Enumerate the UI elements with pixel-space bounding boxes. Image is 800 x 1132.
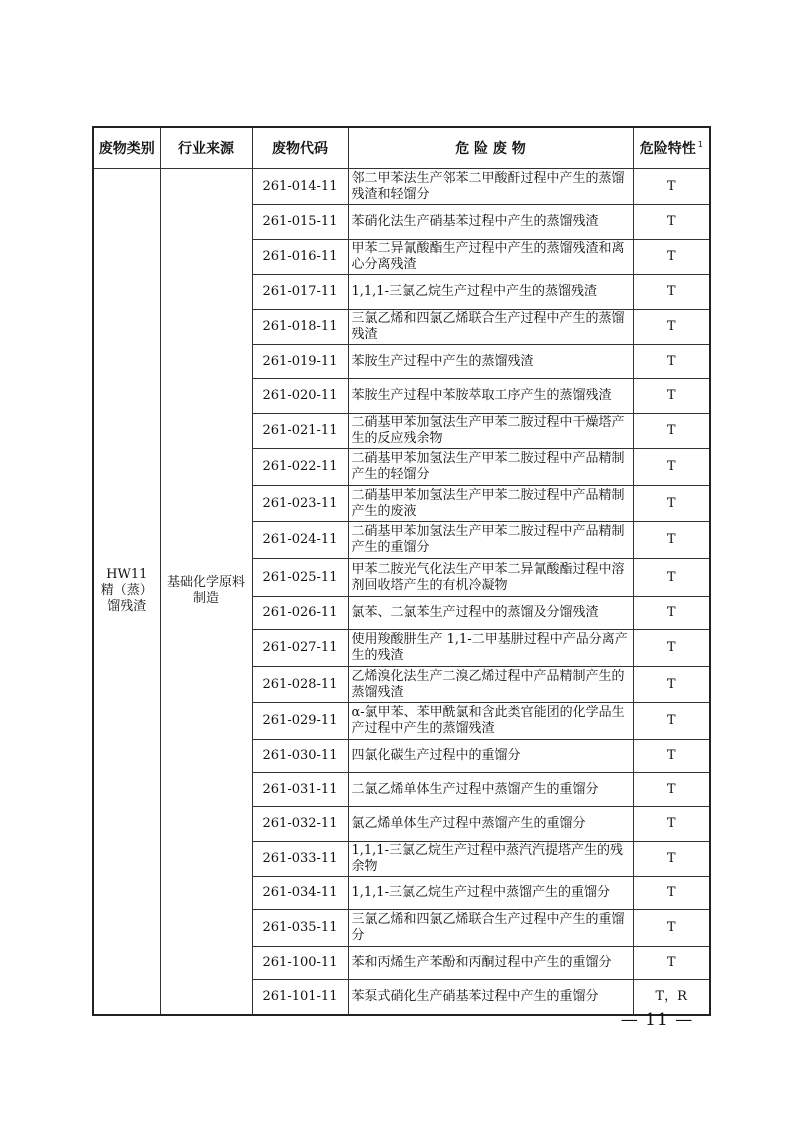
- waste-code: 261-021-11: [252, 414, 348, 449]
- hazard-property: T: [633, 522, 710, 559]
- waste-description: 1,1,1-三氯乙烷生产过程中产生的蒸馏残渣: [348, 275, 633, 310]
- waste-code: 261-015-11: [252, 205, 348, 240]
- waste-code: 261-035-11: [252, 910, 348, 947]
- waste-description: 苯泵式硝化生产硝基苯过程中产生的重馏分: [348, 980, 633, 1015]
- hazard-property: T: [633, 559, 710, 597]
- waste-code: 261-033-11: [252, 842, 348, 877]
- hazardous-waste-table: [92, 126, 711, 1016]
- waste-code: 261-017-11: [252, 275, 348, 310]
- header-property: [633, 127, 710, 169]
- waste-description: 三氯乙烯和四氯乙烯联合生产过程中产生的重馏分: [348, 910, 633, 947]
- waste-description: α-氯甲苯、苯甲酰氯和含此类官能团的化学品生产过程中产生的蒸馏残渣: [348, 703, 633, 740]
- waste-code: 261-019-11: [252, 345, 348, 379]
- table-row: [93, 169, 710, 205]
- waste-code: 261-026-11: [252, 597, 348, 630]
- waste-description: 二氯乙烯单体生产过程中蒸馏产生的重馏分: [348, 773, 633, 807]
- header-industry: 行业来源: [160, 127, 252, 169]
- waste-description: 二硝基甲苯加氢法生产甲苯二胺过程中产品精制产生的废液: [348, 486, 633, 522]
- waste-description: 四氯化碳生产过程中的重馏分: [348, 740, 633, 773]
- waste-description: 苯和丙烯生产苯酚和丙酮过程中产生的重馏分: [348, 947, 633, 980]
- waste-code: 261-100-11: [252, 947, 348, 980]
- hazard-property: T: [633, 414, 710, 449]
- waste-code: 261-023-11: [252, 486, 348, 522]
- hazard-property: T: [633, 310, 710, 345]
- waste-code: 261-018-11: [252, 310, 348, 345]
- industry-source-cell: [160, 169, 252, 1015]
- hazard-property: T: [633, 486, 710, 522]
- table-body: [93, 169, 710, 1015]
- industry-source-line1: 基础化学原料: [166, 575, 245, 591]
- waste-category-cell: [93, 169, 160, 1015]
- hazard-property: T: [633, 807, 710, 842]
- hazard-property: T: [633, 275, 710, 310]
- waste-description: 苯胺生产过程中苯胺萃取工序产生的蒸馏残渣: [348, 379, 633, 414]
- waste-code: 261-028-11: [252, 667, 348, 703]
- header-property-label: 危险特性: [639, 141, 696, 157]
- page-number: — 11 —: [620, 1010, 694, 1030]
- waste-code: 261-101-11: [252, 980, 348, 1015]
- waste-code: 261-030-11: [252, 740, 348, 773]
- hazard-property: T: [633, 240, 710, 275]
- industry-source-line2: 制造: [192, 591, 219, 607]
- hazard-property: T: [633, 773, 710, 807]
- hazard-property: T: [633, 667, 710, 703]
- waste-code: 261-016-11: [252, 240, 348, 275]
- waste-description: 氯苯、二氯苯生产过程中的蒸馏及分馏残渣: [348, 597, 633, 630]
- waste-code: 261-032-11: [252, 807, 348, 842]
- waste-description: 邻二甲苯法生产邻苯二甲酸酐过程中产生的蒸馏残渣和轻馏分: [348, 169, 633, 205]
- hazard-property: T: [633, 740, 710, 773]
- header-code: 废物代码: [252, 127, 348, 169]
- waste-description: 二硝基甲苯加氢法生产甲苯二胺过程中产品精制产生的轻馏分: [348, 449, 633, 486]
- waste-description: 苯胺生产过程中产生的蒸馏残渣: [348, 345, 633, 379]
- waste-code: 261-014-11: [252, 169, 348, 205]
- hazard-property: T: [633, 877, 710, 910]
- hazard-property: T: [633, 630, 710, 667]
- table-header-row: [93, 127, 710, 169]
- waste-description: 使用羧酸肼生产 1,1-二甲基肼过程中产品分离产生的残渣: [348, 630, 633, 667]
- waste-category-code: HW11: [106, 567, 148, 583]
- waste-code: 261-022-11: [252, 449, 348, 486]
- waste-description: 三氯乙烯和四氯乙烯联合生产过程中产生的蒸馏残渣: [348, 310, 633, 345]
- hazard-property: T: [633, 205, 710, 240]
- waste-code: 261-034-11: [252, 877, 348, 910]
- waste-code: 261-029-11: [252, 703, 348, 740]
- hazard-property: T: [633, 379, 710, 414]
- waste-code: 261-031-11: [252, 773, 348, 807]
- hazard-property: T: [633, 449, 710, 486]
- waste-description: 乙烯溴化法生产二溴乙烯过程中产品精制产生的蒸馏残渣: [348, 667, 633, 703]
- hazard-property: T: [633, 947, 710, 980]
- waste-description: 甲苯二异氰酸酯生产过程中产生的蒸馏残渣和离心分离残渣: [348, 240, 633, 275]
- waste-code: 261-027-11: [252, 630, 348, 667]
- waste-description: 二硝基甲苯加氢法生产甲苯二胺过程中产品精制产生的重馏分: [348, 522, 633, 559]
- hazard-property: T: [633, 597, 710, 630]
- header-category: 废物类别: [93, 127, 160, 169]
- waste-description: 氯乙烯单体生产过程中蒸馏产生的重馏分: [348, 807, 633, 842]
- header-property-footnote: 1: [697, 140, 703, 150]
- waste-category-line2: 馏残渣: [107, 599, 147, 615]
- hazard-property: T，R: [633, 980, 710, 1015]
- waste-description: 甲苯二胺光气化法生产甲苯二异氰酸酯过程中溶剂回收塔产生的有机冷凝物: [348, 559, 633, 597]
- waste-description: 1,1,1-三氯乙烷生产过程中蒸馏产生的重馏分: [348, 877, 633, 910]
- hazard-property: T: [633, 345, 710, 379]
- waste-code: 261-020-11: [252, 379, 348, 414]
- waste-description: 二硝基甲苯加氢法生产甲苯二胺过程中干燥塔产生的反应残余物: [348, 414, 633, 449]
- hazard-property: T: [633, 910, 710, 947]
- waste-description: 1,1,1-三氯乙烷生产过程中蒸汽汽提塔产生的残余物: [348, 842, 633, 877]
- waste-category-line1: 精（蒸）: [100, 583, 153, 599]
- waste-description: 苯硝化法生产硝基苯过程中产生的蒸馏残渣: [348, 205, 633, 240]
- hazard-property: T: [633, 169, 710, 205]
- waste-code: 261-024-11: [252, 522, 348, 559]
- hazard-property: T: [633, 703, 710, 740]
- header-waste: 危 险 废 物: [348, 127, 633, 169]
- waste-code: 261-025-11: [252, 559, 348, 597]
- hazard-property: T: [633, 842, 710, 877]
